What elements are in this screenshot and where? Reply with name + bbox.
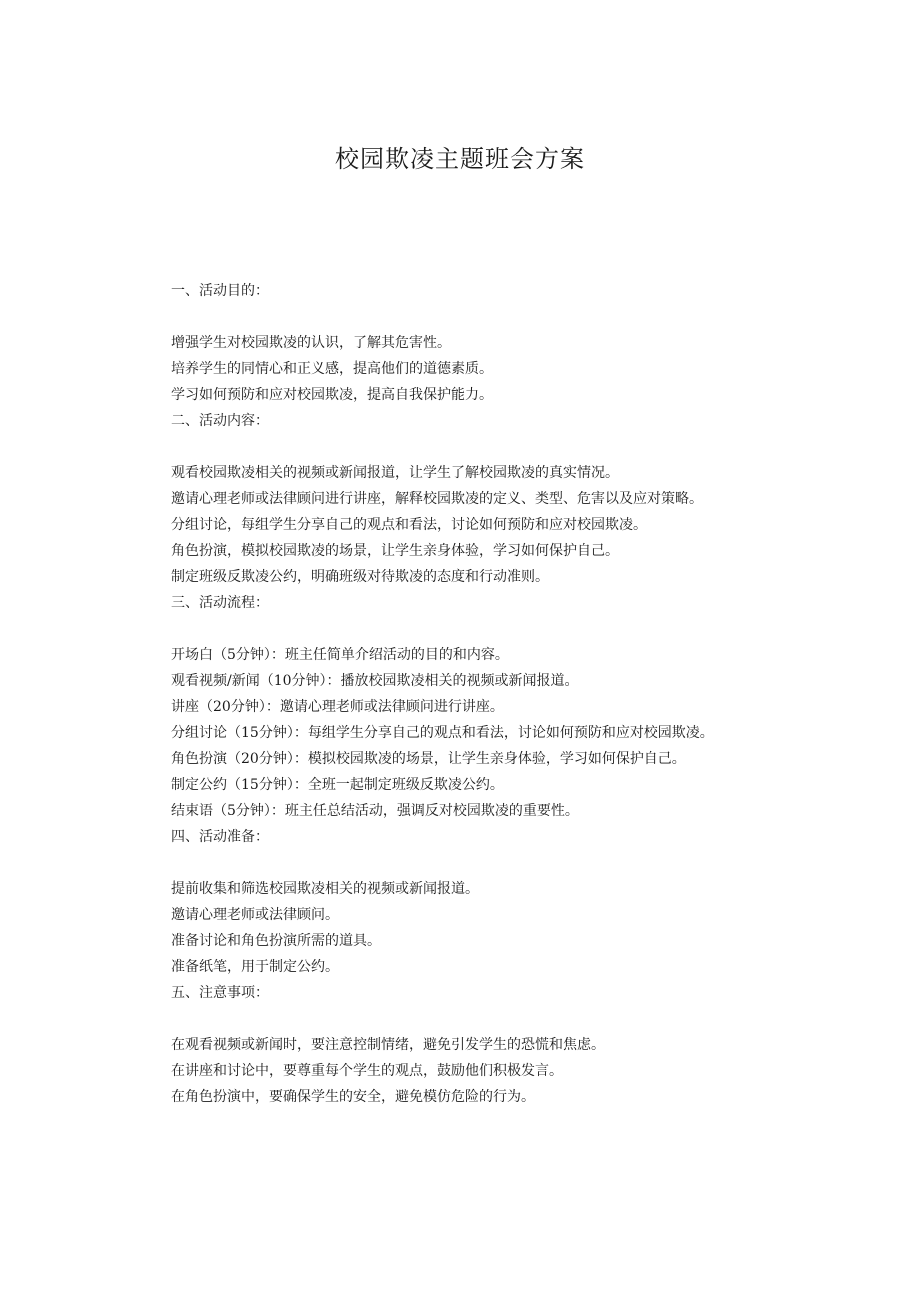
- list-item: 在观看视频或新闻时，要注意控制情绪，避免引发学生的恐慌和焦虑。: [171, 1037, 605, 1053]
- list-item: 在讲座和讨论中，要尊重每个学生的观点，鼓励他们积极发言。: [171, 1063, 563, 1079]
- list-item: 培养学生的同情心和正义感，提高他们的道德素质。: [171, 361, 493, 377]
- list-item: 准备纸笔，用于制定公约。: [171, 959, 339, 975]
- notes-list: [171, 1032, 871, 1110]
- section-notes: [171, 980, 871, 1110]
- section-heading: 二、活动内容：: [171, 413, 269, 429]
- blank-line: [171, 304, 871, 330]
- preparation-list: [171, 876, 871, 980]
- process-list: [171, 642, 871, 824]
- list-item: 制定班级反欺凌公约，明确班级对待欺凌的态度和行动准则。: [171, 569, 549, 585]
- list-item: 提前收集和筛选校园欺凌相关的视频或新闻报道。: [171, 881, 479, 897]
- content-list: [171, 460, 871, 590]
- section-purpose: [171, 278, 871, 408]
- list-item: 角色扮演，模拟校园欺凌的场景，让学生亲身体验，学习如何保护自己。: [171, 543, 619, 559]
- document-body: [171, 278, 871, 1110]
- section-heading: 五、注意事项：: [171, 985, 269, 1001]
- list-item: 分组讨论（15分钟）：每组学生分享自己的观点和看法，讨论如何预防和应对校园欺凌。: [171, 725, 714, 741]
- blank-line: [171, 850, 871, 876]
- list-item: 在角色扮演中，要确保学生的安全，避免模仿危险的行为。: [171, 1089, 535, 1105]
- section-process: [171, 590, 871, 824]
- list-item: 讲座（20分钟）：邀请心理老师或法律顾问进行讲座。: [171, 699, 504, 715]
- list-item: 准备讨论和角色扮演所需的道具。: [171, 933, 381, 949]
- list-item: 邀请心理老师或法律顾问。: [171, 907, 339, 923]
- blank-line: [171, 616, 871, 642]
- purpose-list: [171, 330, 871, 408]
- section-content: [171, 408, 871, 590]
- list-item: 增强学生对校园欺凌的认识，了解其危害性。: [171, 335, 451, 351]
- list-item: 学习如何预防和应对校园欺凌，提高自我保护能力。: [171, 387, 493, 403]
- section-heading: 一、活动目的：: [171, 283, 269, 299]
- blank-line: [171, 1006, 871, 1032]
- section-heading: 三、活动流程：: [171, 595, 269, 611]
- list-item: 邀请心理老师或法律顾问进行讲座，解释校园欺凌的定义、类型、危害以及应对策略。: [171, 491, 703, 507]
- blank-line: [171, 434, 871, 460]
- list-item: 分组讨论，每组学生分享自己的观点和看法，讨论如何预防和应对校园欺凌。: [171, 517, 647, 533]
- list-item: 角色扮演（20分钟）：模拟校园欺凌的场景，让学生亲身体验，学习如何保护自己。: [171, 751, 686, 767]
- list-item: 观看校园欺凌相关的视频或新闻报道，让学生了解校园欺凌的真实情况。: [171, 465, 619, 481]
- list-item: 制定公约（15分钟）：全班一起制定班级反欺凌公约。: [171, 777, 504, 793]
- section-heading: 四、活动准备：: [171, 829, 269, 845]
- document-title: 校园欺凌主题班会方案: [335, 145, 585, 173]
- section-preparation: [171, 824, 871, 980]
- list-item: 结束语（5分钟）：班主任总结活动，强调反对校园欺凌的重要性。: [171, 803, 579, 819]
- list-item: 开场白（5分钟）：班主任简单介绍活动的目的和内容。: [171, 647, 509, 663]
- list-item: 观看视频/新闻（10分钟）：播放校园欺凌相关的视频或新闻报道。: [171, 673, 579, 689]
